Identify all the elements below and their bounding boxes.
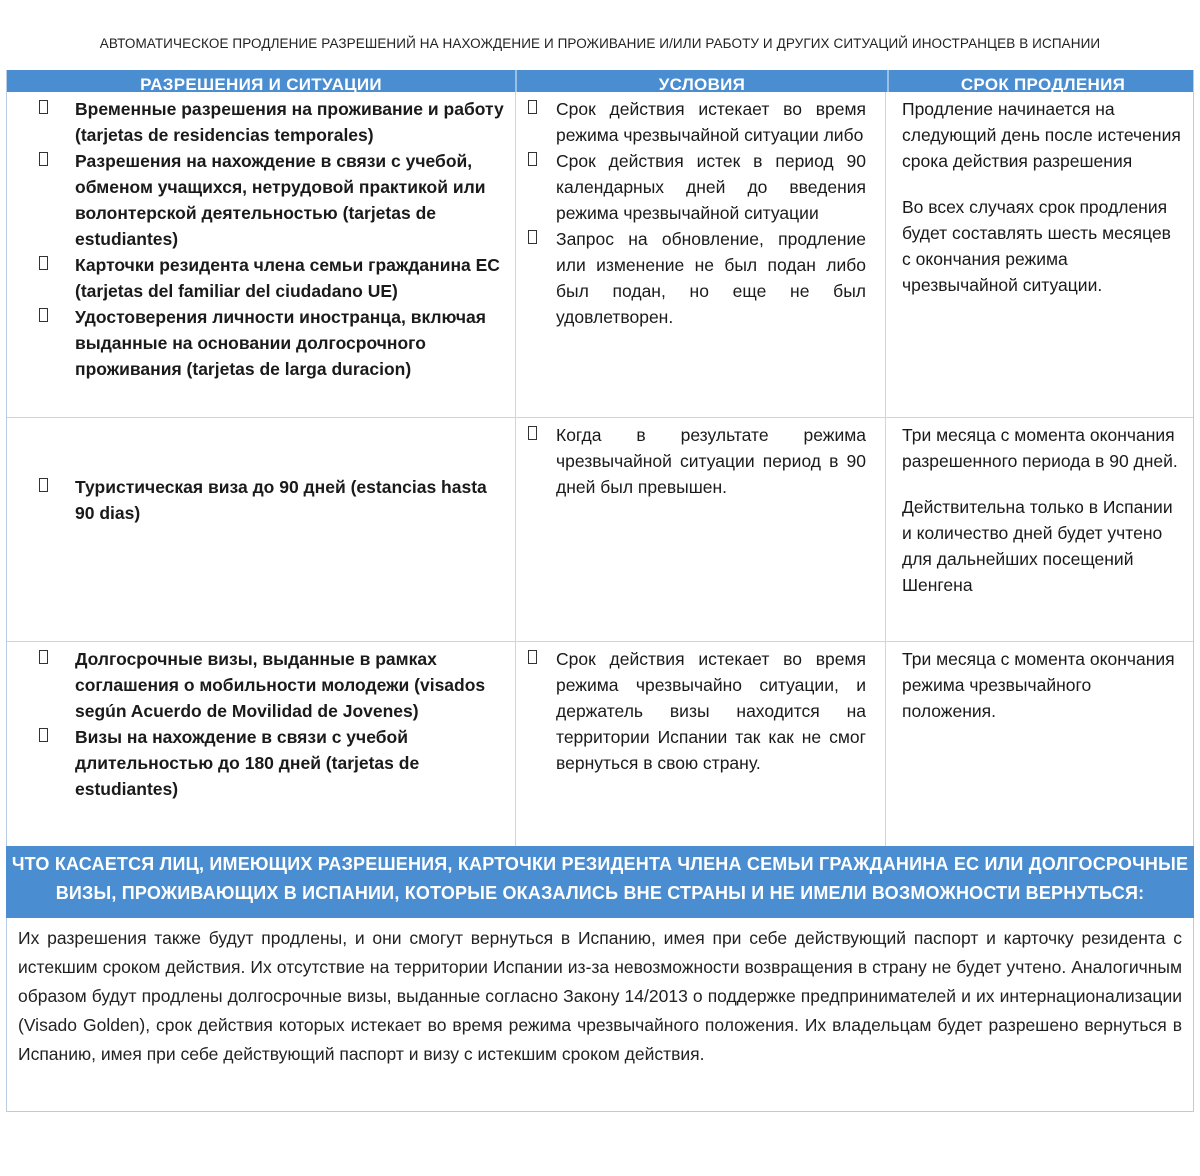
abroad-banner: ЧТО КАСАЕТСЯ ЛИЦ, ИМЕЮЩИХ РАЗРЕШЕНИЯ, КАРТОЧКИ РЕЗИДЕНТА ЧЛЕНА СЕМЬИ ГРАЖДАНИНА ЕС ИЛИ ДОЛГОСРОЧНЫЕ ВИЗЫ, ПРОЖИВАЮЩИХ В ИСПАНИИ, КОТОРЫЕ ОКАЗАЛИСЬ ВНЕ СТРАНЫ И НЕ ИМЕЛИ ВОЗМОЖНОСТИ ВЕРНУТЬСЯ: [6, 846, 1194, 918]
extension-text: Во всех случаях срок продления будет составлять шесть месяцев с окончания режима чрезвычайной ситуации. [902, 197, 1171, 295]
extension-cell [885, 642, 1193, 846]
permit-text: Разрешения на нахождение в связи с учебой, обменом учащихся, нетрудовой практикой или волонтерской деятельностью (tarjetas de estudiantes) [75, 151, 486, 249]
condition-text: Когда в результате режима чрезвычайной ситуации период в 90 дней был превышен. [556, 425, 866, 497]
permit-text: Визы на нахождение в связи с учебой длительностью до 180 дней (tarjetas de estudiantes) [75, 727, 420, 799]
header-conditions: УСЛОВИЯ [515, 70, 887, 92]
permits-cell [7, 92, 515, 417]
permit-text: Карточки резидента члена семьи гражданина ЕС (tarjetas del familiar del ciudadano UE) [75, 255, 500, 301]
list-item [516, 422, 885, 500]
list-item [7, 474, 515, 526]
list-item [7, 724, 515, 802]
bullet-icon [7, 724, 75, 802]
list-item [7, 646, 515, 724]
permit-text: Долгосрочные визы, выданные в рамках соглашения о мобильности молодежи (visados según Acuerdo de Movilidad de Jovenes) [75, 649, 486, 721]
conditions-cell [515, 642, 885, 846]
extension-cell [885, 92, 1193, 417]
extension-table [6, 70, 1194, 846]
condition-text: Срок действия истекает во время режима чрезвычайно ситуации, и держатель визы находится на территории Испании так как не смог вернуться в свою страну. [556, 649, 866, 773]
bullet-icon [516, 96, 556, 148]
bullet-icon [7, 148, 75, 252]
permit-text: Туристическая виза до 90 дней (estancias hasta 90 dias) [75, 477, 487, 523]
table-header-row [7, 70, 1193, 92]
header-extension: СРОК ПРОДЛЕНИЯ [887, 70, 1197, 92]
extension-cell [885, 418, 1193, 641]
bullet-icon [7, 474, 75, 526]
bullet-icon [516, 422, 556, 500]
permit-text: Временные разрешения на проживание и работу (tarjetas de residencias temporales) [75, 99, 504, 145]
list-item [516, 646, 885, 776]
bullet-icon [7, 646, 75, 724]
bullet-icon [7, 96, 75, 148]
conditions-cell [515, 418, 885, 641]
list-item [516, 226, 885, 330]
bullet-icon [516, 148, 556, 226]
condition-text: Срок действия истекает во время режима чрезвычайной ситуации либо [556, 99, 866, 145]
permits-cell [7, 418, 515, 641]
extension-text: Действительна только в Испании и количество дней будет учтено для дальнейших посещений Шенгена [902, 497, 1173, 595]
document-title: АВТОМАТИЧЕСКОЕ ПРОДЛЕНИЕ РАЗРЕШЕНИЙ НА НАХОЖДЕНИЕ И ПРОЖИВАНИЕ И/ИЛИ РАБОТУ И ДРУГИХ СИТУАЦИЙ ИНОСТРАНЦЕВ В ИСПАНИИ [99, 36, 1101, 51]
list-item [7, 304, 515, 382]
permits-cell [7, 642, 515, 846]
list-item [7, 96, 515, 148]
condition-text: Запрос на обновление, продление или изменение не был подан либо был подан, но еще не был удовлетворен. [556, 229, 866, 327]
condition-text: Срок действия истек в период 90 календарных дней до введения режима чрезвычайной ситуации [556, 151, 866, 223]
bullet-icon [7, 252, 75, 304]
table-row [7, 642, 1193, 846]
abroad-note: Их разрешения также будут продлены, и они смогут вернуться в Испанию, имея при себе действующий паспорт и карточку резидента с истекшим сроком действия. Их отсутствие на территории Испании из-за невозможности возвращения в страну не будет учтено. Аналогичным образом будут продлены долгосрочные визы, выданные согласно Закону 14/2013 о поддержке предпринимателей и их интернационализации (Visado Golden), срок действия которых истекает во время режима чрезвычайного положения. Их владельцам будет разрешено вернуться в Испанию, имея при себе действующий паспорт и визу с истекшим сроком действия. [6, 918, 1194, 1112]
extension-text: Три месяца с момента окончания режима чрезвычайного положения. [902, 649, 1175, 721]
conditions-cell [515, 92, 885, 417]
bullet-icon [7, 304, 75, 382]
table-row [7, 92, 1193, 418]
list-item [516, 96, 885, 148]
header-permits: РАЗРЕШЕНИЯ И СИТУАЦИИ [140, 75, 382, 92]
bullet-icon [516, 226, 556, 330]
table-row [7, 418, 1193, 642]
list-item [7, 148, 515, 252]
permit-text: Удостоверения личности иностранца, включая выданные на основании долгосрочного проживания (tarjetas de larga duracion) [75, 307, 486, 379]
extension-text: Продление начинается на следующий день после истечения срока действия разрешения [902, 99, 1181, 171]
list-item [516, 148, 885, 226]
extension-text: Три месяца с момента окончания разрешенного периода в 90 дней. [902, 425, 1178, 471]
list-item [7, 252, 515, 304]
bullet-icon [516, 646, 556, 776]
